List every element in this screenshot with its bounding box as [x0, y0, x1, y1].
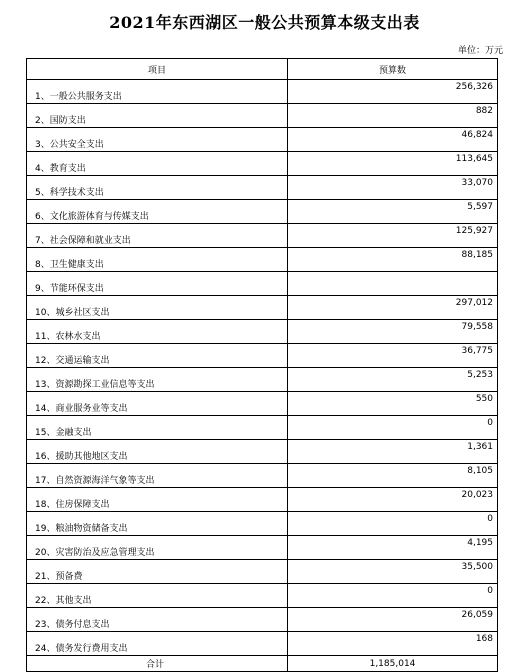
- row-item-name: 4、教育支出: [27, 152, 288, 176]
- table-row: [27, 416, 498, 440]
- row-item-name: 10、城乡社区支出: [27, 296, 288, 320]
- row-item-name: 19、粮油物资储备支出: [27, 512, 288, 536]
- header-budget: 预算数: [288, 59, 498, 80]
- row-item-name: 14、商业服务业等支出: [27, 392, 288, 416]
- page-title: 2021年东西湖区一般公共预算本级支出表: [109, 13, 420, 32]
- row-budget-value: 168: [288, 632, 498, 656]
- row-budget-value: 882: [288, 104, 498, 128]
- table-row: [27, 608, 498, 632]
- table-row: [27, 200, 498, 224]
- row-item-name: 17、自然资源海洋气象等支出: [27, 464, 288, 488]
- row-item-name: 20、灾害防治及应急管理支出: [27, 536, 288, 560]
- row-budget-value: 4,195: [288, 536, 498, 560]
- table-row: [27, 176, 498, 200]
- total-row: [27, 656, 498, 672]
- row-budget-value: 88,185: [288, 248, 498, 272]
- row-budget-value: 79,558: [288, 320, 498, 344]
- table-row: [27, 536, 498, 560]
- row-item-name: 16、援助其他地区支出: [27, 440, 288, 464]
- table-row: [27, 248, 498, 272]
- row-item-name: 22、其他支出: [27, 584, 288, 608]
- row-budget-value: 8,105: [288, 464, 498, 488]
- row-item-name: 3、公共安全支出: [27, 128, 288, 152]
- unit-label: 单位：万元: [457, 46, 503, 56]
- row-budget-value: 256,326: [288, 80, 498, 104]
- row-budget-value: 5,253: [288, 368, 498, 392]
- row-budget-value: 125,927: [288, 224, 498, 248]
- table-row: [27, 392, 498, 416]
- row-item-name: 5、科学技术支出: [27, 176, 288, 200]
- table-row: [27, 512, 498, 536]
- row-budget-value: 0: [288, 584, 498, 608]
- table-row: [27, 80, 498, 104]
- row-budget-value: 46,824: [288, 128, 498, 152]
- table-row: [27, 632, 498, 656]
- table-row: [27, 344, 498, 368]
- row-budget-value: 297,012: [288, 296, 498, 320]
- row-budget-value: [288, 272, 498, 296]
- row-item-name: 11、农林水支出: [27, 320, 288, 344]
- header-item: 项目: [27, 59, 288, 80]
- table-row: [27, 368, 498, 392]
- row-budget-value: 35,500: [288, 560, 498, 584]
- row-budget-value: 36,775: [288, 344, 498, 368]
- table-row: [27, 296, 498, 320]
- row-item-name: 9、节能环保支出: [27, 272, 288, 296]
- row-item-name: 23、债务付息支出: [27, 608, 288, 632]
- table-row: [27, 560, 498, 584]
- total-value: 1,185,014: [288, 656, 498, 672]
- row-budget-value: 26,059: [288, 608, 498, 632]
- row-item-name: 18、住房保障支出: [27, 488, 288, 512]
- row-budget-value: 550: [288, 392, 498, 416]
- table-row: [27, 488, 498, 512]
- row-budget-value: 113,645: [288, 152, 498, 176]
- row-item-name: 21、预备费: [27, 560, 288, 584]
- row-budget-value: 20,023: [288, 488, 498, 512]
- row-item-name: 6、文化旅游体育与传媒支出: [27, 200, 288, 224]
- total-label: 合计: [27, 656, 288, 672]
- table-row: [27, 272, 498, 296]
- row-budget-value: 1,361: [288, 440, 498, 464]
- table-header-row: [27, 59, 498, 80]
- row-item-name: 1、一般公共服务支出: [27, 80, 288, 104]
- table-row: [27, 104, 498, 128]
- table-row: [27, 128, 498, 152]
- table-row: [27, 440, 498, 464]
- row-item-name: 13、资源勘探工业信息等支出: [27, 368, 288, 392]
- row-budget-value: 0: [288, 416, 498, 440]
- table-row: [27, 152, 498, 176]
- row-item-name: 15、金融支出: [27, 416, 288, 440]
- table-row: [27, 584, 498, 608]
- row-item-name: 2、国防支出: [27, 104, 288, 128]
- row-item-name: 24、债务发行费用支出: [27, 632, 288, 656]
- table-row: [27, 464, 498, 488]
- row-budget-value: 5,597: [288, 200, 498, 224]
- row-budget-value: 0: [288, 512, 498, 536]
- table-row: [27, 320, 498, 344]
- row-item-name: 7、社会保障和就业支出: [27, 224, 288, 248]
- table-row: [27, 224, 498, 248]
- row-item-name: 12、交通运输支出: [27, 344, 288, 368]
- row-budget-value: 33,070: [288, 176, 498, 200]
- row-item-name: 8、卫生健康支出: [27, 248, 288, 272]
- budget-table: [26, 58, 498, 672]
